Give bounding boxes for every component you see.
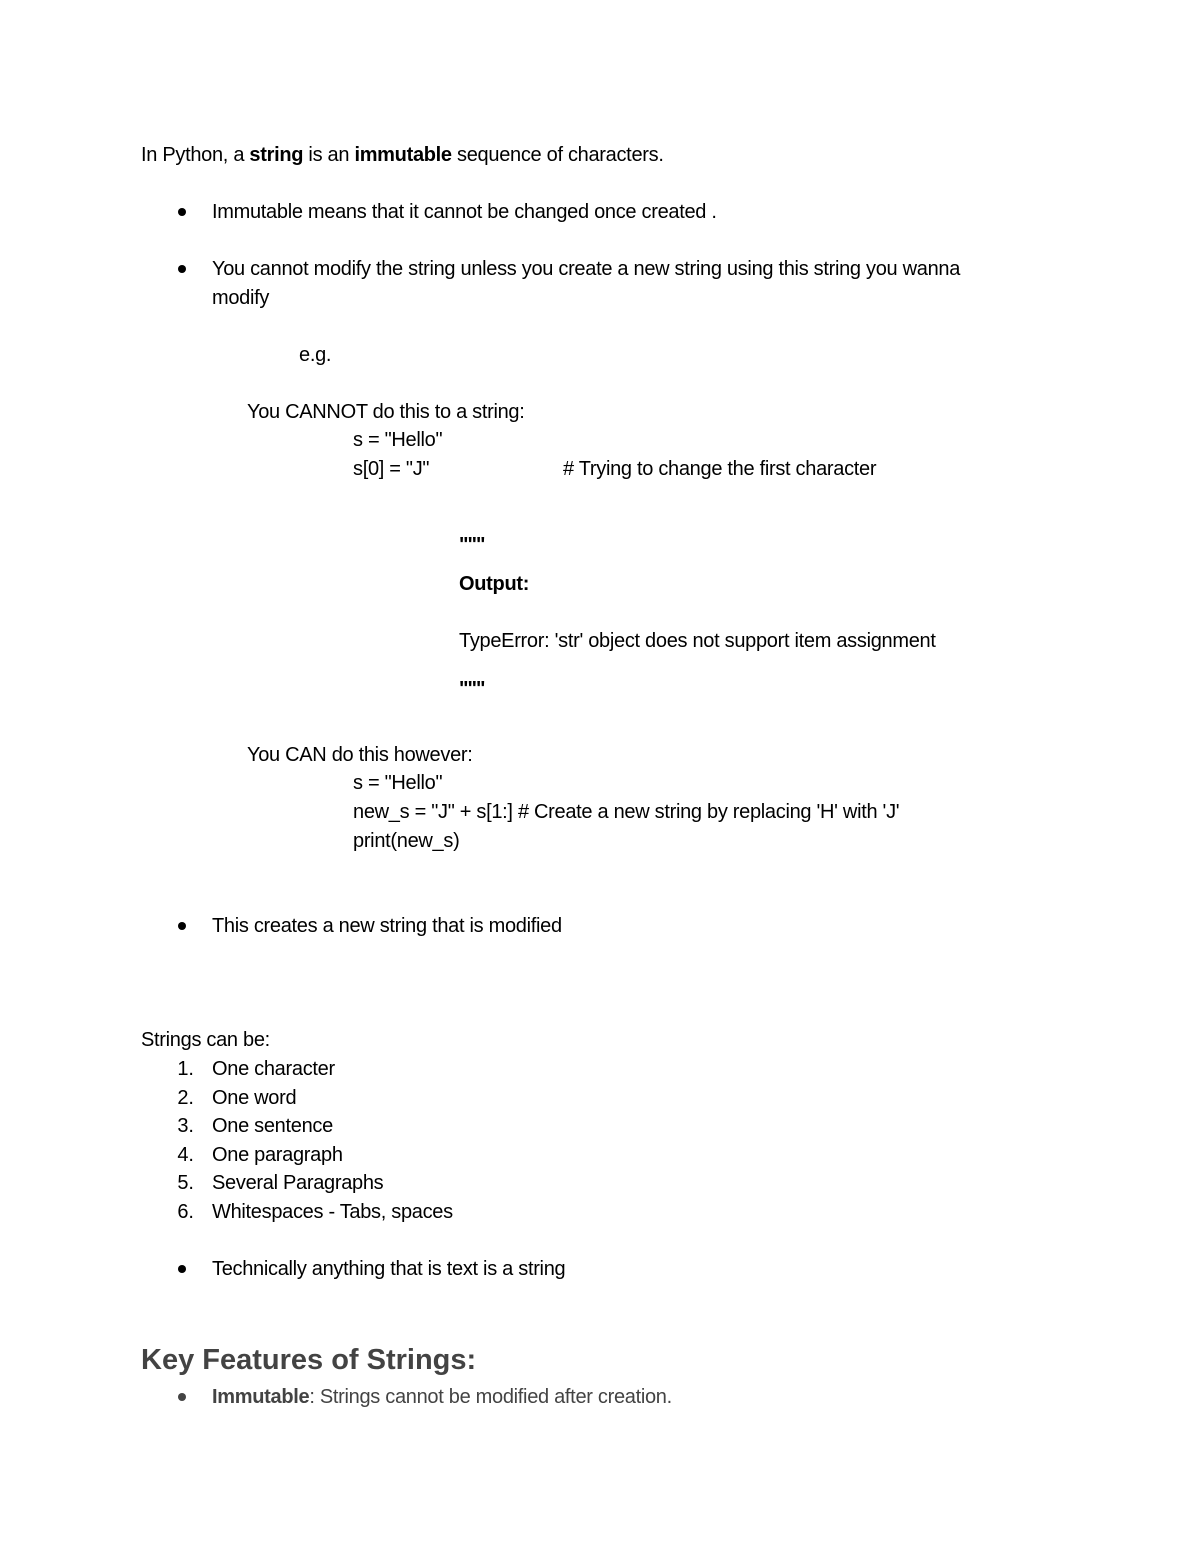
intro-paragraph — [141, 143, 664, 167]
cannot-code-line-2: s[0] = "J" — [353, 458, 430, 480]
bullet-dot — [178, 1393, 186, 1401]
list-item-number: 3. — [177, 1115, 194, 1137]
can-title: You CAN do this however: — [247, 744, 473, 766]
cannot-code-comment: # Trying to change the first character — [563, 458, 877, 480]
key-features-heading: Key Features of Strings: — [141, 1344, 477, 1376]
key-feature-immutable-label: Immutable — [212, 1386, 310, 1408]
intro-mid: is an — [303, 144, 355, 166]
docstring-open-quotes: """ — [459, 534, 485, 556]
list-item-number: 4. — [177, 1144, 194, 1166]
list-item-number: 6. — [177, 1201, 194, 1223]
bullet-dot — [178, 922, 186, 930]
list-item-number: 5. — [177, 1172, 194, 1194]
list-item: Whitespaces - Tabs, spaces — [212, 1201, 453, 1223]
list-item: One word — [212, 1087, 297, 1109]
bullet-dot — [178, 265, 186, 273]
can-code-line-3: print(new_s) — [353, 830, 460, 852]
bullet-cannot-modify-cont: modify — [212, 287, 270, 309]
intro-bold-string: string — [249, 144, 304, 166]
error-message: TypeError: 'str' object does not support item assignment — [459, 630, 936, 652]
list-item: Several Paragraphs — [212, 1172, 384, 1194]
cannot-code-line-1: s = "Hello" — [353, 429, 443, 451]
can-code-line-1: s = "Hello" — [353, 772, 443, 794]
docstring-close-quotes: """ — [459, 678, 485, 700]
bullet-new-string-modified: This creates a new string that is modified — [212, 915, 562, 937]
intro-prefix: In Python, a — [141, 144, 250, 166]
intro-suffix: sequence of characters. — [451, 144, 664, 166]
output-label: Output: — [459, 573, 530, 595]
bullet-immutable-meaning: Immutable means that it cannot be changed once created . — [212, 201, 717, 223]
key-feature-immutable-desc: : Strings cannot be modified after creation. — [309, 1386, 672, 1408]
list-item: One sentence — [212, 1115, 333, 1137]
strings-can-be-title: Strings can be: — [141, 1029, 270, 1051]
list-item-number: 1. — [177, 1058, 194, 1080]
list-item-number: 2. — [177, 1087, 194, 1109]
bullet-cannot-modify: You cannot modify the string unless you create a new string using this string you wanna — [212, 258, 961, 280]
can-code-line-2: new_s = "J" + s[1:] # Create a new string by replacing 'H' with 'J' — [353, 801, 900, 823]
eg-label: e.g. — [299, 344, 332, 366]
list-item: One character — [212, 1058, 335, 1080]
bullet-text-is-string: Technically anything that is text is a string — [212, 1258, 566, 1280]
bullet-dot — [178, 208, 186, 216]
list-item: One paragraph — [212, 1144, 343, 1166]
cannot-title: You CANNOT do this to a string: — [247, 401, 525, 423]
key-feature-immutable — [212, 1385, 672, 1409]
intro-bold-immutable: immutable — [354, 144, 452, 166]
bullet-dot — [178, 1265, 186, 1273]
